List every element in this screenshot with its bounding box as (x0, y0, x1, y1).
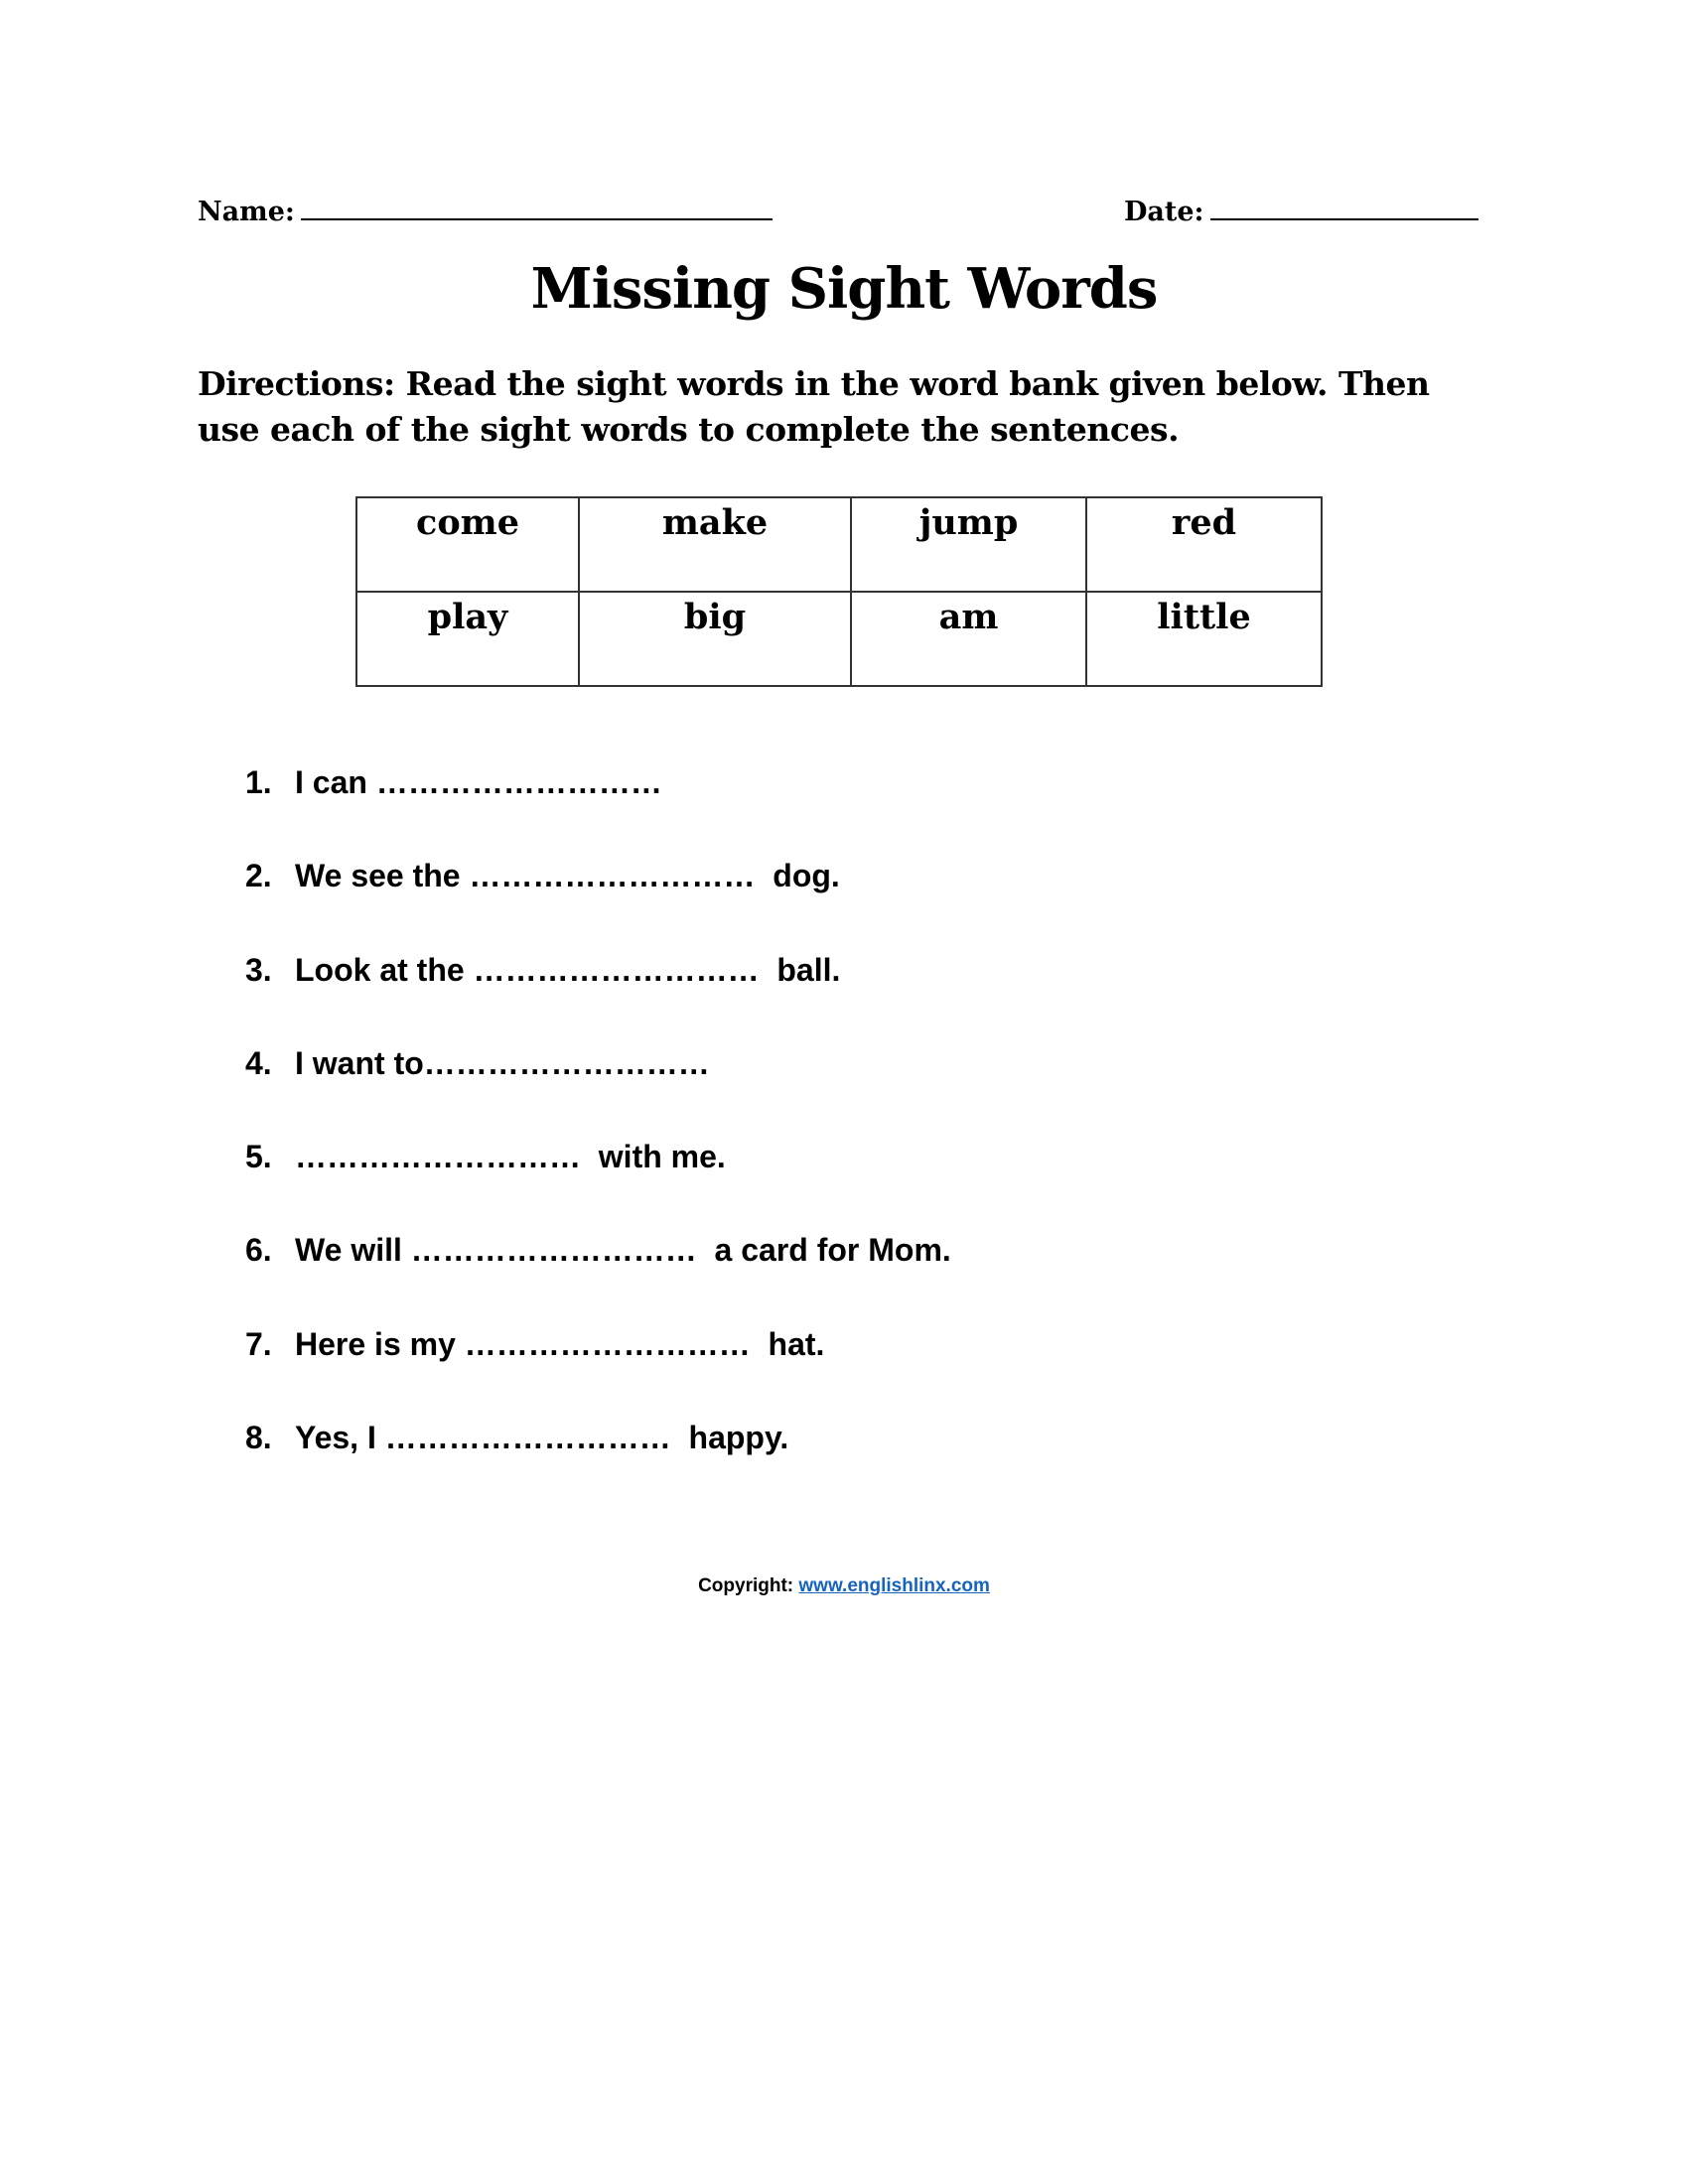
sentence-text: ……………………… with me. (295, 1139, 726, 1175)
name-label: Name: (198, 197, 295, 227)
sentence-item (245, 952, 951, 1045)
sentence-number: 4. (245, 1044, 272, 1081)
page-title: Missing Sight Words (530, 256, 1158, 322)
sentence-number: 6. (245, 1232, 272, 1269)
word-bank-cell: play (356, 592, 579, 686)
sentence-item (245, 858, 951, 951)
word-bank-cell: red (1086, 497, 1322, 592)
date-field[interactable] (1124, 195, 1478, 227)
sentence-number: 5. (245, 1139, 272, 1175)
word-bank-cell: am (851, 592, 1086, 686)
sentence-item (245, 1420, 951, 1513)
word-bank-cell: make (579, 497, 851, 592)
sentence-number: 2. (245, 858, 272, 894)
copyright-footer (0, 1575, 1688, 1597)
sentence-item (245, 1232, 951, 1325)
name-line[interactable] (301, 195, 773, 220)
name-field[interactable] (198, 195, 773, 227)
directions-text: Directions: Read the sight words in the word bank given below. Then use each of the sight words to complete the sentences. (198, 364, 1430, 449)
word-bank-row (356, 497, 1322, 592)
website-link[interactable]: www.englishlinx.com (798, 1575, 990, 1596)
sentence-item (245, 764, 951, 858)
copyright-label: Copyright: (698, 1575, 794, 1596)
sentence-text: We see the ……………………… dog. (295, 858, 840, 894)
sentence-item (245, 1139, 951, 1232)
header-row (198, 195, 1471, 230)
word-bank-cell: little (1086, 592, 1322, 686)
word-bank-row (356, 592, 1322, 686)
sentence-number: 3. (245, 951, 272, 988)
sentence-number: 7. (245, 1325, 272, 1362)
word-bank-cell: jump (851, 497, 1086, 592)
sentence-item (245, 1045, 951, 1139)
sentence-text: I want to……………………… (295, 1044, 710, 1081)
sentence-number: 8. (245, 1420, 272, 1456)
sentence-text: We will ……………………… a card for Mom. (295, 1232, 951, 1269)
sentence-number: 1. (245, 764, 272, 800)
sentence-list (245, 764, 951, 1513)
sentence-item (245, 1326, 951, 1420)
sentence-text: Yes, I ……………………… happy. (295, 1420, 789, 1456)
sentence-text: Look at the ……………………… ball. (295, 951, 841, 988)
word-bank-cell: big (579, 592, 851, 686)
date-label: Date: (1124, 197, 1204, 227)
word-bank-table (355, 496, 1323, 687)
sentence-text: Here is my ……………………… hat. (295, 1325, 825, 1362)
word-bank-cell: come (356, 497, 579, 592)
sentence-text: I can ……………………… (295, 764, 662, 800)
date-line[interactable] (1210, 195, 1478, 220)
